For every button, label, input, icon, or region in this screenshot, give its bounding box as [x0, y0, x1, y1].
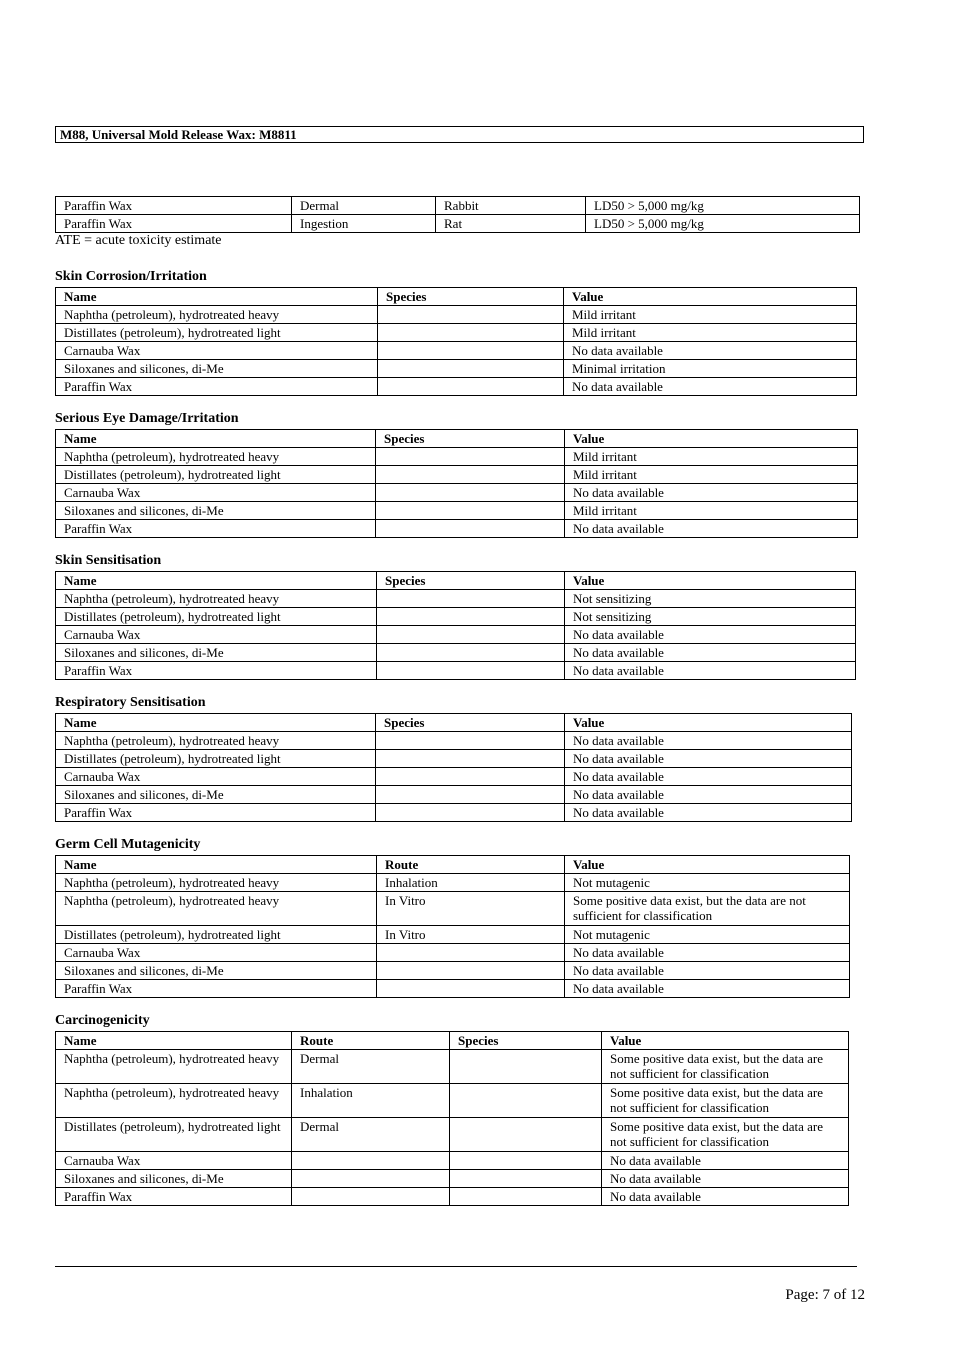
footer-divider — [55, 1266, 857, 1267]
cell: No data available — [602, 1188, 849, 1206]
cell: Naphtha (petroleum), hydrotreated heavy — [56, 1084, 292, 1118]
cell: Paraffin Wax — [56, 378, 378, 396]
cell: Paraffin Wax — [56, 662, 377, 680]
table-row — [56, 324, 857, 342]
cell: No data available — [564, 378, 857, 396]
cell — [376, 448, 565, 466]
respiratory-sensitisation-table — [55, 713, 852, 822]
cell: Mild irritant — [565, 466, 858, 484]
table-row — [56, 590, 856, 608]
cell: No data available — [565, 786, 852, 804]
cell — [376, 768, 565, 786]
column-header: Value — [565, 714, 852, 732]
section-title-mutagenicity: Germ Cell Mutagenicity — [55, 837, 201, 852]
column-header: Name — [56, 856, 377, 874]
cell: Dermal — [292, 1118, 450, 1152]
cell: No data available — [565, 662, 856, 680]
table-row — [56, 342, 857, 360]
cell: In Vitro — [377, 926, 565, 944]
eye-damage-table — [55, 429, 858, 538]
cell: No data available — [565, 484, 858, 502]
cell: Distillates (petroleum), hydrotreated light — [56, 466, 376, 484]
ate-note: ATE = acute toxicity estimate — [55, 233, 222, 248]
cell — [376, 732, 565, 750]
cell — [376, 786, 565, 804]
cell: No data available — [565, 644, 856, 662]
column-header: Name — [56, 430, 376, 448]
cell: Distillates (petroleum), hydrotreated light — [56, 324, 378, 342]
cell — [292, 1152, 450, 1170]
column-header: Species — [376, 430, 565, 448]
cell — [292, 1188, 450, 1206]
cell: Paraffin Wax — [56, 215, 292, 233]
cell: Rabbit — [436, 197, 586, 215]
table-row — [56, 1152, 849, 1170]
cell — [450, 1084, 602, 1118]
column-header: Value — [565, 856, 850, 874]
table-row — [56, 980, 850, 998]
cell — [378, 342, 564, 360]
table-row — [56, 306, 857, 324]
cell — [378, 324, 564, 342]
carcinogenicity-table — [55, 1031, 849, 1206]
cell — [450, 1152, 602, 1170]
table-row — [56, 448, 858, 466]
table-row — [56, 1050, 849, 1084]
cell: Mild irritant — [564, 306, 857, 324]
cell: Not sensitizing — [565, 608, 856, 626]
cell: Carnauba Wax — [56, 1152, 292, 1170]
table-row — [56, 750, 852, 768]
cell: Siloxanes and silicones, di-Me — [56, 1170, 292, 1188]
cell: No data available — [565, 962, 850, 980]
cell: Siloxanes and silicones, di-Me — [56, 644, 377, 662]
cell: Naphtha (petroleum), hydrotreated heavy — [56, 590, 377, 608]
cell: Siloxanes and silicones, di-Me — [56, 502, 376, 520]
column-header: Species — [377, 572, 565, 590]
cell: Siloxanes and silicones, di-Me — [56, 786, 376, 804]
cell: Not mutagenic — [565, 874, 850, 892]
table-header-row — [56, 430, 858, 448]
table-row — [56, 502, 858, 520]
cell — [377, 644, 565, 662]
cell: Carnauba Wax — [56, 342, 378, 360]
cell — [377, 962, 565, 980]
cell: No data available — [565, 732, 852, 750]
acute-toxicity-table — [55, 196, 860, 233]
cell: Dermal — [292, 1050, 450, 1084]
cell — [376, 466, 565, 484]
column-header: Value — [564, 288, 857, 306]
cell: No data available — [565, 944, 850, 962]
cell: In Vitro — [377, 892, 565, 926]
cell — [450, 1170, 602, 1188]
table-row — [56, 378, 857, 396]
cell — [292, 1170, 450, 1188]
column-header: Name — [56, 288, 378, 306]
cell: Paraffin Wax — [56, 1188, 292, 1206]
column-header: Value — [602, 1032, 849, 1050]
cell: Distillates (petroleum), hydrotreated light — [56, 1118, 292, 1152]
section-title-skin-corrosion: Skin Corrosion/Irritation — [55, 269, 207, 284]
cell: Distillates (petroleum), hydrotreated light — [56, 926, 377, 944]
table-header-row — [56, 1032, 849, 1050]
cell: Distillates (petroleum), hydrotreated light — [56, 608, 377, 626]
cell: No data available — [565, 520, 858, 538]
section-title-respiratory-sensitisation: Respiratory Sensitisation — [55, 695, 206, 710]
cell: No data available — [565, 804, 852, 822]
cell: Siloxanes and silicones, di-Me — [56, 962, 377, 980]
cell: Naphtha (petroleum), hydrotreated heavy — [56, 892, 377, 926]
cell: Not sensitizing — [565, 590, 856, 608]
cell: Carnauba Wax — [56, 944, 377, 962]
cell — [377, 662, 565, 680]
cell — [377, 608, 565, 626]
table-row — [56, 804, 852, 822]
cell: Naphtha (petroleum), hydrotreated heavy — [56, 874, 377, 892]
cell: No data available — [565, 980, 850, 998]
cell — [378, 378, 564, 396]
column-header: Name — [56, 572, 377, 590]
table-row — [56, 944, 850, 962]
skin-corrosion-table — [55, 287, 857, 396]
table-row — [56, 786, 852, 804]
cell: Naphtha (petroleum), hydrotreated heavy — [56, 306, 378, 324]
cell: Rat — [436, 215, 586, 233]
skin-sensitisation-table — [55, 571, 856, 680]
cell: Carnauba Wax — [56, 484, 376, 502]
table-row — [56, 608, 856, 626]
table-row — [56, 662, 856, 680]
table-header-row — [56, 288, 857, 306]
table-row — [56, 197, 860, 215]
cell: Carnauba Wax — [56, 768, 376, 786]
table-row — [56, 644, 856, 662]
cell: LD50 > 5,000 mg/kg — [586, 215, 860, 233]
cell: Ingestion — [292, 215, 436, 233]
cell: No data available — [565, 626, 856, 644]
cell — [377, 626, 565, 644]
cell: LD50 > 5,000 mg/kg — [586, 197, 860, 215]
table-row — [56, 926, 850, 944]
cell — [450, 1118, 602, 1152]
column-header: Name — [56, 1032, 292, 1050]
cell: Some positive data exist, but the data are not sufficient for classification — [565, 892, 850, 926]
table-row — [56, 520, 858, 538]
page-number: Page: 7 of 12 — [785, 1287, 865, 1303]
cell: Naphtha (petroleum), hydrotreated heavy — [56, 1050, 292, 1084]
table-row — [56, 1118, 849, 1152]
table-row — [56, 962, 850, 980]
table-row — [56, 1188, 849, 1206]
cell: Some positive data exist, but the data are not sufficient for classification — [602, 1084, 849, 1118]
table-row — [56, 892, 850, 926]
cell: No data available — [565, 750, 852, 768]
column-header: Species — [378, 288, 564, 306]
table-row — [56, 360, 857, 378]
column-header: Route — [377, 856, 565, 874]
cell: No data available — [564, 342, 857, 360]
column-header: Species — [376, 714, 565, 732]
cell — [377, 590, 565, 608]
cell: Inhalation — [292, 1084, 450, 1118]
table-row — [56, 484, 858, 502]
table-row — [56, 466, 858, 484]
cell: Dermal — [292, 197, 436, 215]
table-row — [56, 1170, 849, 1188]
cell: No data available — [602, 1152, 849, 1170]
document-title: M88, Universal Mold Release Wax: M8811 — [55, 126, 864, 143]
cell — [450, 1050, 602, 1084]
table-header-row — [56, 572, 856, 590]
cell: Paraffin Wax — [56, 980, 377, 998]
column-header: Value — [565, 430, 858, 448]
cell: Siloxanes and silicones, di-Me — [56, 360, 378, 378]
cell: Mild irritant — [565, 502, 858, 520]
cell — [450, 1188, 602, 1206]
cell: Naphtha (petroleum), hydrotreated heavy — [56, 732, 376, 750]
cell: Naphtha (petroleum), hydrotreated heavy — [56, 448, 376, 466]
section-title-skin-sensitisation: Skin Sensitisation — [55, 553, 162, 568]
table-header-row — [56, 856, 850, 874]
cell: Mild irritant — [565, 448, 858, 466]
table-row — [56, 626, 856, 644]
cell: Inhalation — [377, 874, 565, 892]
cell — [376, 804, 565, 822]
cell: Paraffin Wax — [56, 197, 292, 215]
column-header: Species — [450, 1032, 602, 1050]
cell — [376, 502, 565, 520]
table-row — [56, 1084, 849, 1118]
column-header: Value — [565, 572, 856, 590]
column-header: Route — [292, 1032, 450, 1050]
cell: Minimal irritation — [564, 360, 857, 378]
table-header-row — [56, 714, 852, 732]
cell — [378, 360, 564, 378]
cell: Distillates (petroleum), hydrotreated light — [56, 750, 376, 768]
cell — [376, 484, 565, 502]
cell: No data available — [602, 1170, 849, 1188]
cell: Some positive data exist, but the data are not sufficient for classification — [602, 1118, 849, 1152]
cell: Carnauba Wax — [56, 626, 377, 644]
column-header: Name — [56, 714, 376, 732]
table-row — [56, 732, 852, 750]
table-row — [56, 215, 860, 233]
section-title-carcinogenicity: Carcinogenicity — [55, 1013, 150, 1028]
cell — [378, 306, 564, 324]
cell — [377, 980, 565, 998]
section-title-eye-damage: Serious Eye Damage/Irritation — [55, 411, 239, 426]
cell: Paraffin Wax — [56, 520, 376, 538]
cell — [376, 520, 565, 538]
cell: Paraffin Wax — [56, 804, 376, 822]
mutagenicity-table — [55, 855, 850, 998]
cell: Not mutagenic — [565, 926, 850, 944]
cell: No data available — [565, 768, 852, 786]
table-row — [56, 874, 850, 892]
cell: Some positive data exist, but the data are not sufficient for classification — [602, 1050, 849, 1084]
table-row — [56, 768, 852, 786]
cell — [376, 750, 565, 768]
cell — [377, 944, 565, 962]
cell: Mild irritant — [564, 324, 857, 342]
